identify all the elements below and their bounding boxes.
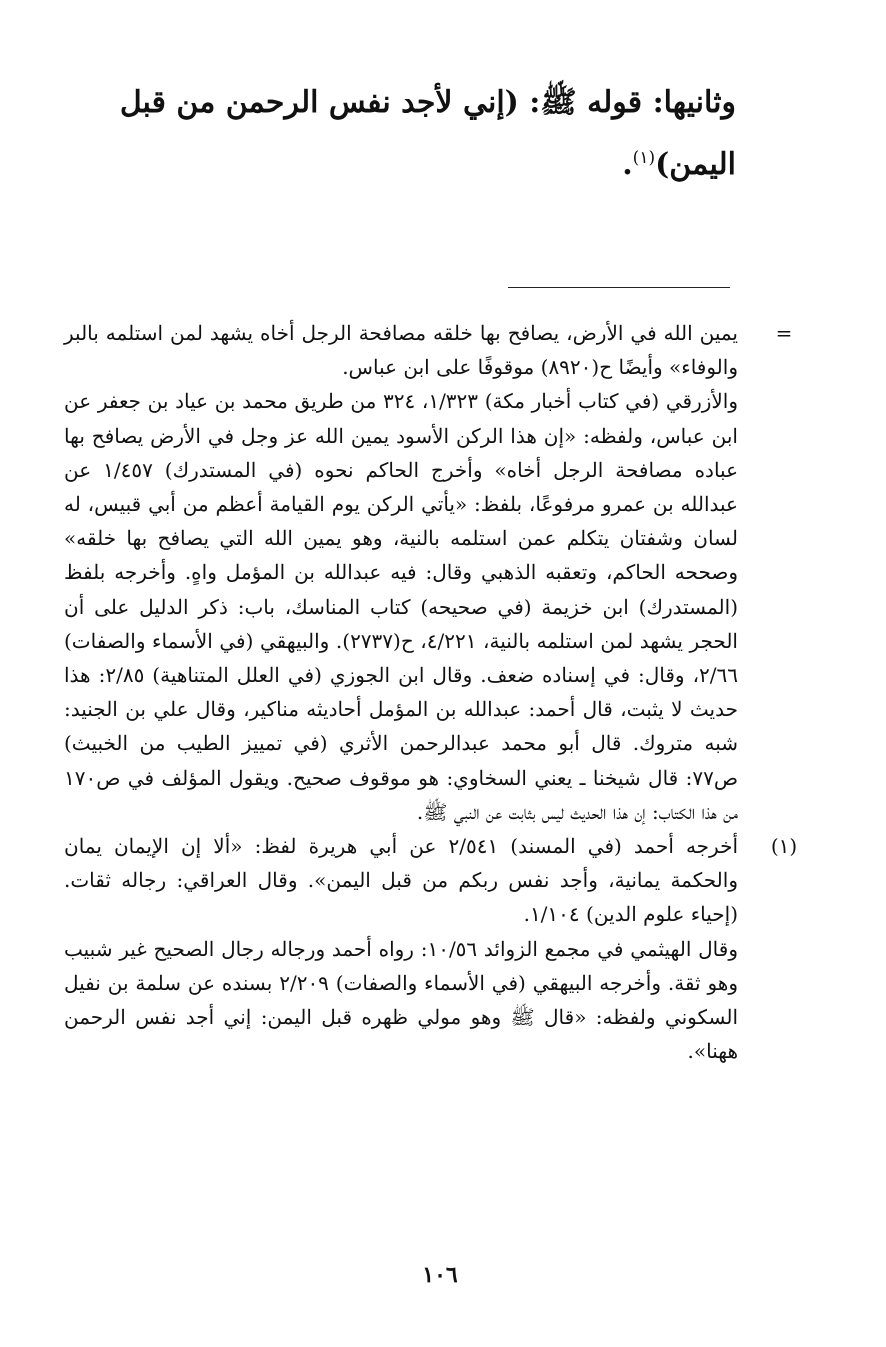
footnote-reference: (١) [632,148,656,168]
main-paragraph-text: وثانيها: قوله ﷺ: (إني لأجد نفس الرحمن من قبل اليمن) [119,85,736,182]
page-number: ١٠٦ [422,1262,458,1288]
main-paragraph [56,72,736,196]
footnote-separator [508,287,730,288]
footnote-1-marker: (١) [770,834,798,859]
footnote-continuation-line-1: يمين الله في الأرض، يصافح بها خلقه مصافحة الرجل أخاه يشهد لمن استلمه بالبر والوفاء» وأيضًا ح(٨٩٢٠) موقوفًا على ابن عباس. [64,321,738,380]
footnote-continuation [64,316,793,829]
footnote-continuation-line-2: والأزرقي (في كتاب أخبار مكة) ١/٣٢٣، ٣٢٤ من طريق محمد بن عياد بن جعفر عن ابن عباس، ولفظه: «إن هذا الركن الأسود يمين الله عز وجل في الأرض يصافح بها عباده مصافحة الرجل أخاه» وأخرج الحاكم نحوه (في المستدرك) ١/٤٥٧ عن عبدالله بن عمرو مرفوعًا، بلفظ: «يأتي الركن يوم القيامة أعظم من أبي قبيس، له لسان وشفتان يتكلم عمن استلمه بالنية، وهو يمين الله التي يصافح بها خلقه» وصححه الحاكم، وتعقبه الذهبي وقال: فيه عبدالله بن المؤمل واهٍ. وأخرجه بلفظ (المستدرك) ابن خزيمة (في صحيحه) كتاب المناسك، باب: ذكر الدليل على أن الحجر يشهد لمن استلمه بالنية، ٤/٢٢١، ح(٢٧٣٧). والبيهقي (في الأسماء والصفات) ٢/٦٦، وقال: في إسناده ضعف. وقال ابن الجوزي (في العلل المتناهية) ٢/٨٥: هذا حديث لا يثبت، قال أحمد: عبدالله بن المؤمل أحاديثه مناكير، وقال علي بن الجنيد: شبه متروك. قال أبو محمد عبدالرحمن الأثري (في تمييز الطيب من الخبيث) ص٧٧: قال شيخنا ـ يعني السخاوي: هو موقوف صحيح. ويقول المؤلف في ص١٧٠ من هذا الكتاب: إن هذا الحديث ليس بثابت عن النبي ﷺ. [64,389,739,824]
footnote-1 [64,829,798,1068]
footnotes-section [64,316,798,1068]
footnote-1-line-2: وقال الهيثمي في مجمع الزوائد ١٠/٥٦: رواه أحمد ورجاله رجال الصحيح غير شبيب وهو ثقة. وأخرجه البيهقي (في الأسماء والصفات) ٢/٢٠٩ بسنده عن سلمة بن نفيل السكوني ولفظه: «قال ﷺ وهو مولي ظهره قبل اليمن: إني أجد نفس الرحمن ههنا». [64,936,739,1064]
continuation-marker: = [775,321,793,345]
main-paragraph-end: . [622,147,633,182]
footnote-1-line-1: أخرجه أحمد (في المسند) ٢/٥٤١ عن أبي هريرة لفظ: «ألا إن الإيمان يمان والحكمة يمانية، وأجد نفس ربكم من قبل اليمن». وقال العراقي: رجاله ثقات. (إحياء علوم الدين) ١/١٠٤. [64,834,738,927]
